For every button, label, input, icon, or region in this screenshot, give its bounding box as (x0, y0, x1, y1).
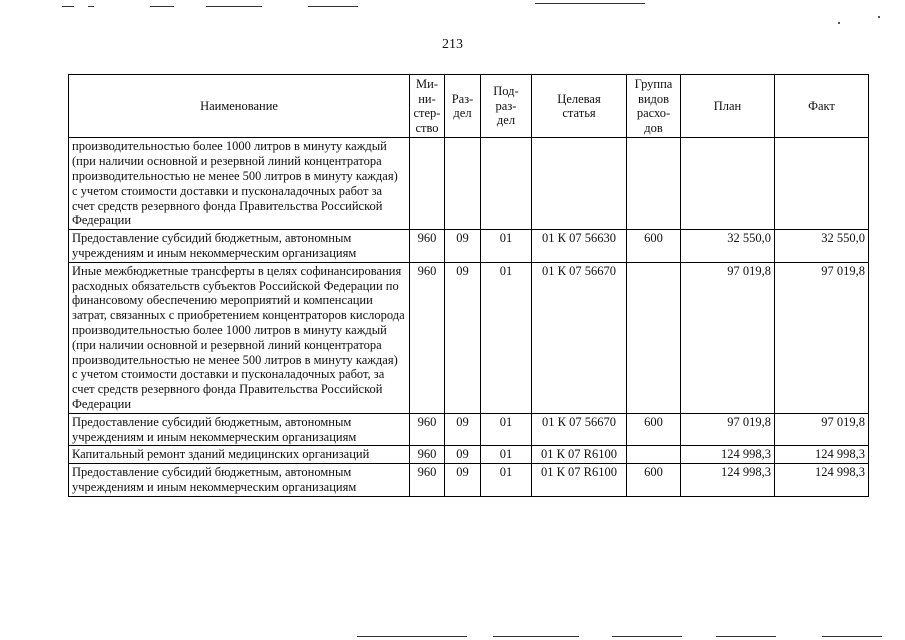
cell-ministry (410, 138, 445, 230)
scan-mark-top (535, 3, 645, 4)
header-fact: Факт (775, 75, 869, 138)
cell-target: 01 К 07 56670 (532, 413, 627, 446)
cell-subsection: 01 (481, 464, 532, 497)
cell-plan: 97 019,8 (681, 262, 775, 413)
table-row (69, 446, 869, 464)
cell-fact: 124 998,3 (775, 446, 869, 464)
cell-section: 09 (445, 413, 481, 446)
scan-mark-bottom (716, 636, 776, 637)
cell-target (532, 138, 627, 230)
cell-section: 09 (445, 230, 481, 263)
cell-target: 01 К 07 R6100 (532, 464, 627, 497)
cell-group (627, 446, 681, 464)
scan-mark-top (150, 6, 174, 7)
table-row (69, 464, 869, 497)
cell-name: Капитальный ремонт зданий медицинских организаций (69, 446, 410, 464)
cell-subsection: 01 (481, 446, 532, 464)
cell-ministry: 960 (410, 413, 445, 446)
cell-group: 600 (627, 413, 681, 446)
scan-mark-top (88, 6, 94, 7)
cell-plan: 124 998,3 (681, 464, 775, 497)
cell-group (627, 138, 681, 230)
cell-section: 09 (445, 446, 481, 464)
cell-subsection: 01 (481, 413, 532, 446)
scan-mark-top (62, 6, 74, 7)
cell-name: Предоставление субсидий бюджетным, автономным учреждениям и иным некоммерческим организациям (69, 464, 410, 497)
cell-group: 600 (627, 230, 681, 263)
header-row (69, 75, 869, 138)
cell-name: Предоставление субсидий бюджетным, автономным учреждениям и иным некоммерческим организациям (69, 413, 410, 446)
cell-section (445, 138, 481, 230)
cell-group: 600 (627, 464, 681, 497)
table-row (69, 230, 869, 263)
cell-fact: 97 019,8 (775, 413, 869, 446)
cell-plan (681, 138, 775, 230)
budget-table (68, 74, 869, 497)
cell-fact: 124 998,3 (775, 464, 869, 497)
cell-group (627, 262, 681, 413)
cell-plan: 32 550,0 (681, 230, 775, 263)
table-row (69, 262, 869, 413)
header-subsection: Под- раз- дел (481, 75, 532, 138)
cell-subsection: 01 (481, 230, 532, 263)
cell-target: 01 К 07 56670 (532, 262, 627, 413)
cell-section: 09 (445, 464, 481, 497)
cell-ministry: 960 (410, 230, 445, 263)
cell-plan: 97 019,8 (681, 413, 775, 446)
scan-mark-top (308, 6, 358, 7)
scan-mark-bottom (493, 636, 579, 637)
cell-subsection (481, 138, 532, 230)
cell-fact (775, 138, 869, 230)
header-section: Раз- дел (445, 75, 481, 138)
scan-mark-top (206, 6, 262, 7)
scan-mark-bottom (612, 636, 682, 637)
header-plan: План (681, 75, 775, 138)
page-number: 213 (442, 37, 463, 52)
cell-fact: 97 019,8 (775, 262, 869, 413)
header-target: Целевая статья (532, 75, 627, 138)
cell-name: производительностью более 1000 литров в минуту каждый (при наличии основной и резервной линий концентратора производительностью не менее 500 литров в минуту каждая) с учетом стоимости доставки и пусконаладочных работ за счет средств резервного фонда Правительства Российской Федерации (69, 138, 410, 230)
cell-plan: 124 998,3 (681, 446, 775, 464)
header-name: Наименование (69, 75, 410, 138)
cell-target: 01 К 07 56630 (532, 230, 627, 263)
scan-dot (878, 16, 880, 18)
cell-ministry: 960 (410, 464, 445, 497)
header-group: Группа видов расхо- дов (627, 75, 681, 138)
cell-target: 01 К 07 R6100 (532, 446, 627, 464)
cell-section: 09 (445, 262, 481, 413)
cell-ministry: 960 (410, 446, 445, 464)
header-ministry: Ми- ни- стер- ство (410, 75, 445, 138)
cell-fact: 32 550,0 (775, 230, 869, 263)
cell-name: Иные межбюджетные трансферты в целях софинансирования расходных обязательств субъектов Российской Федерации по финансовому обеспечению мероприятий и компенсации затрат, связанных с приобретением концентраторов кислорода производительностью более 1000 литров в минуту каждый (при наличии основной и резервной линий концентратора производительностью не менее 500 литров в минуту каждая) с учетом стоимости доставки и пусконаладочных работ, за счет средств резервного фонда Правительства Российской Федерации (69, 262, 410, 413)
scan-mark-bottom (822, 636, 882, 637)
cell-subsection: 01 (481, 262, 532, 413)
cell-name: Предоставление субсидий бюджетным, автономным учреждениям и иным некоммерческим организациям (69, 230, 410, 263)
scan-mark-bottom (357, 636, 467, 637)
table-row (69, 138, 869, 230)
scan-dot (838, 22, 840, 24)
table-row (69, 413, 869, 446)
cell-ministry: 960 (410, 262, 445, 413)
